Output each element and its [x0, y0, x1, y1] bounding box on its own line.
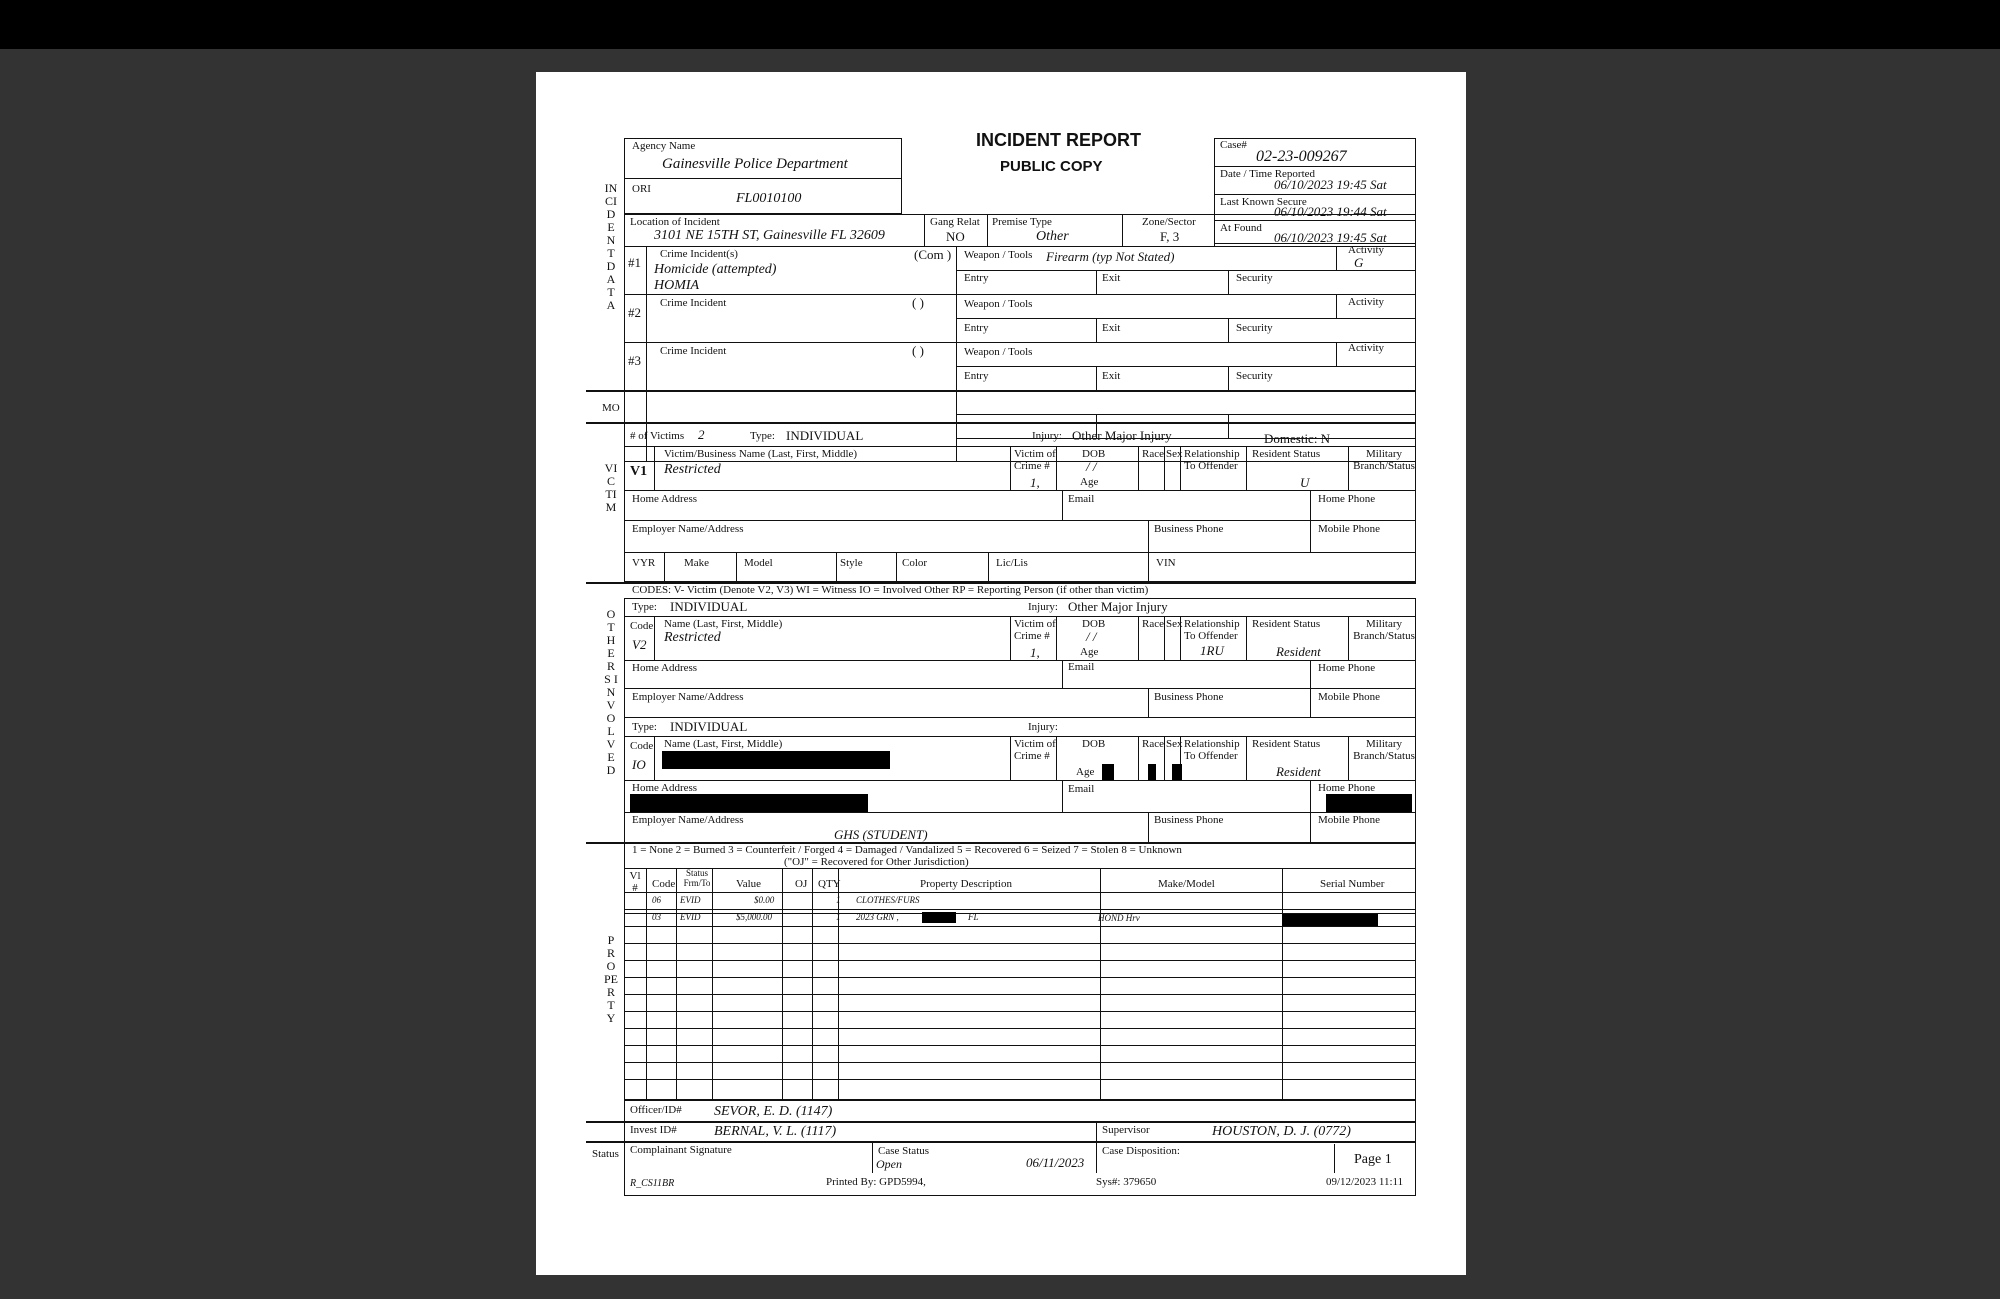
property-oj-legend: ("OJ" = Recovered for Other Jurisdiction)	[784, 856, 969, 868]
other-2-business-phone-label: Business Phone	[1154, 814, 1224, 826]
system-number: Sys#: 379650	[1096, 1176, 1157, 1188]
property-row-2-make: HOND Hrv	[1098, 913, 1140, 923]
other-2-home-label: Home Address	[632, 782, 698, 794]
location-value: 3101 NE 15TH ST, Gainesville FL 32609	[654, 228, 885, 243]
crime-2-paren: ( )	[912, 295, 924, 310]
other-1-type: INDIVIDUAL	[670, 599, 748, 614]
property-grid-row	[624, 1062, 1416, 1063]
vehicle-model-label: Model	[744, 557, 773, 569]
activity-1-value: G	[1354, 255, 1364, 270]
viewer-top-bar	[0, 0, 2000, 49]
other-1-age-label: Age	[1080, 646, 1099, 658]
victim-count: 2	[698, 427, 705, 442]
page-number: Page 1	[1354, 1152, 1392, 1167]
weapon-1-value: Firearm (typ Not Stated)	[1046, 249, 1175, 264]
case-status-label: Case Status	[878, 1145, 930, 1157]
victim-home-label: Home Address	[632, 493, 698, 505]
redacted-home-address	[630, 794, 868, 812]
other-2-mobile-label: Mobile Phone	[1318, 814, 1381, 826]
col-code-header: Code	[652, 878, 676, 890]
other-2-age-label: Age	[1076, 766, 1095, 778]
redacted-sex	[1172, 764, 1182, 780]
secure-label: Last Known Secure	[1220, 196, 1307, 208]
other-1-injury: Other Major Injury	[1068, 599, 1168, 614]
agency-name-label: Agency Name	[632, 140, 696, 152]
other-1-name-label: Name (Last, First, Middle)	[664, 618, 783, 630]
victim-resident-label: Resident Status	[1252, 448, 1321, 460]
found-value: 06/10/2023 19:45 Sat	[1274, 230, 1387, 245]
crime-1-com: (Com )	[914, 247, 952, 262]
case-number: 02-23-009267	[1256, 148, 1347, 165]
victim-business-phone-label: Business Phone	[1154, 523, 1224, 535]
col-oj-header: OJ	[795, 878, 808, 890]
exit-3-label: Exit	[1102, 370, 1121, 382]
exit-2-label: Exit	[1102, 322, 1121, 334]
col-make-header: Make/Model	[1158, 878, 1215, 890]
vehicle-make-label: Make	[684, 557, 710, 569]
other-2-email-label: Email	[1068, 783, 1095, 795]
weapon-2-label: Weapon / Tools	[964, 298, 1033, 310]
officer-label: Officer/ID#	[630, 1104, 682, 1116]
report-subtitle: PUBLIC COPY	[1000, 158, 1103, 175]
other-2-dob-label: DOB	[1082, 738, 1106, 750]
crime-3-label: Crime Incident	[660, 345, 727, 357]
property-grid-row	[624, 994, 1416, 995]
property-grid-row	[624, 1045, 1416, 1046]
property-row-2-qty: 1	[836, 912, 841, 922]
property-grid-row	[624, 960, 1416, 961]
activity-2-label: Activity	[1348, 296, 1385, 308]
other-1-employer-label: Employer Name/Address	[632, 691, 744, 703]
victim-email-label: Email	[1068, 493, 1095, 505]
security-2-label: Security	[1236, 322, 1273, 334]
redacted-serial	[1282, 914, 1378, 926]
property-grid-row	[624, 892, 1416, 893]
ori-label: ORI	[632, 183, 651, 195]
victim-dob: / /	[1086, 459, 1097, 474]
others-involved-side-label: OTHERS INVOLVED	[604, 607, 618, 777]
entry-3-label: Entry	[964, 370, 989, 382]
property-table	[624, 868, 1416, 1100]
entry-2-label: Entry	[964, 322, 989, 334]
other-1-voc-label: Victim of Crime #	[1014, 618, 1056, 643]
property-status-legend: 1 = None 2 = Burned 3 = Counterfeit / Forged 4 = Damaged / Vandalized 5 = Recovered 6 = Seized 7 = Stolen 8 = Unknown	[632, 844, 1182, 856]
other-1-code: V2	[632, 637, 647, 652]
property-grid-column	[646, 868, 647, 1100]
crime-3-paren: ( )	[912, 343, 924, 358]
other-2-injury-label: Injury:	[1028, 721, 1058, 733]
property-row-2-code: 03	[652, 912, 661, 922]
other-1-home-label: Home Address	[632, 662, 698, 674]
victim-mobile-label: Mobile Phone	[1318, 523, 1381, 535]
other-1-dob: / /	[1086, 629, 1097, 644]
victim-name: Restricted	[664, 462, 721, 477]
victim-code: V1	[630, 464, 648, 479]
officer-value: SEVOR, E. D. (1147)	[714, 1104, 833, 1119]
victim-race-label: Race	[1142, 448, 1164, 460]
print-date: 09/12/2023 11:11	[1326, 1176, 1404, 1188]
activity-1-label: Activity	[1348, 244, 1385, 256]
crime-3-number: #3	[628, 353, 641, 368]
entry-1-label: Entry	[964, 272, 989, 284]
victim-home-phone-label: Home Phone	[1318, 493, 1376, 505]
col-serial-header: Serial Number	[1320, 878, 1385, 890]
property-grid-column	[782, 868, 783, 1100]
report-title: INCIDENT REPORT	[976, 130, 1142, 150]
reported-value: 06/10/2023 19:45 Sat	[1274, 177, 1387, 192]
security-1-label: Security	[1236, 272, 1273, 284]
secure-value: 06/10/2023 19:44 Sat	[1274, 204, 1387, 219]
victim-dob-label: DOB	[1082, 448, 1106, 460]
premise-label: Premise Type	[992, 216, 1052, 228]
victim-of-crime: 1,	[1030, 475, 1040, 490]
invest-value: BERNAL, V. L. (1117)	[714, 1124, 837, 1139]
other-2-employer-label: Employer Name/Address	[632, 814, 744, 826]
security-3-label: Security	[1236, 370, 1273, 382]
status-side-label: Status	[592, 1148, 619, 1160]
other-2-employer: GHS (STUDENT)	[834, 827, 928, 842]
other-1-relationship: 1RU	[1200, 643, 1224, 658]
printed-by: Printed By: GPD5994,	[826, 1176, 926, 1188]
other-1-type-label: Type:	[632, 601, 657, 613]
col-description-header: Property Description	[920, 878, 1012, 890]
victim-domestic: Domestic: N	[1264, 431, 1331, 446]
other-1-sex-label: Sex	[1166, 618, 1183, 630]
other-2-race-label: Race	[1142, 738, 1164, 750]
property-grid-column	[712, 868, 713, 1100]
victim-sex-label: Sex	[1166, 448, 1183, 460]
property-grid-row	[624, 1079, 1416, 1080]
other-1-resident-label: Resident Status	[1252, 618, 1321, 630]
form-id: R_CS11BR	[630, 1178, 675, 1189]
victim-age-label: Age	[1080, 476, 1099, 488]
vehicle-vin-label: VIN	[1156, 557, 1176, 569]
other-2-name-label: Name (Last, First, Middle)	[664, 738, 783, 750]
other-1-home-phone-label: Home Phone	[1318, 662, 1376, 674]
vehicle-style-label: Style	[840, 557, 863, 569]
redacted-home-phone	[1326, 794, 1412, 812]
property-row-1-value: $0.00	[754, 895, 775, 905]
other-2-resident-label: Resident Status	[1252, 738, 1321, 750]
victim-of-crime-label: Victim of Crime #	[1014, 448, 1056, 473]
vehicle-color-label: Color	[902, 557, 928, 569]
other-1-military-label: Military Branch/Status	[1353, 618, 1415, 643]
victim-type: INDIVIDUAL	[786, 428, 864, 443]
crime-1-number: #1	[628, 255, 641, 270]
victim-military-label: Military Branch/Status	[1353, 448, 1415, 473]
col-value-header: Value	[736, 878, 762, 890]
property-row-2-description: 2023 GRN ,	[856, 912, 899, 922]
other-1-business-phone-label: Business Phone	[1154, 691, 1224, 703]
zone-label: Zone/Sector	[1142, 216, 1196, 228]
complainant-label: Complainant Signature	[630, 1144, 732, 1156]
activity-3-label: Activity	[1348, 342, 1385, 354]
victim-injury-label: Injury:	[1032, 430, 1062, 442]
crime-2-label: Crime Incident	[660, 297, 727, 309]
other-1-email-label: Email	[1068, 661, 1095, 673]
gang-label: Gang Relat	[930, 216, 980, 228]
gang-value: NO	[946, 229, 965, 244]
crime-1-label: Crime Incident(s)	[660, 248, 738, 260]
disposition-label: Case Disposition:	[1102, 1145, 1180, 1157]
redacted-race	[1148, 764, 1156, 780]
other-1-voc: 1,	[1030, 645, 1040, 660]
premise-value: Other	[1036, 229, 1069, 244]
crime-1-description: Homicide (attempted)	[654, 262, 777, 277]
case-label: Case#	[1220, 139, 1247, 151]
property-grid-row	[624, 943, 1416, 944]
other-1-resident: Resident	[1276, 644, 1321, 659]
redacted-age	[1102, 764, 1114, 780]
other-1-relationship-label: Relationship To Offender	[1184, 618, 1240, 643]
exit-1-label: Exit	[1102, 272, 1121, 284]
other-2-code-label: Code	[630, 740, 654, 752]
supervisor-label: Supervisor	[1102, 1124, 1150, 1136]
report-page	[536, 72, 1466, 1275]
other-2-type-label: Type:	[632, 721, 657, 733]
property-side-label: PROPERTY	[604, 933, 619, 1025]
agency-name: Gainesville Police Department	[662, 156, 848, 172]
weapon-1-label: Weapon / Tools	[964, 249, 1033, 261]
property-row-2-status: EVID	[680, 912, 701, 922]
property-row-2-value: $5,000.00	[736, 912, 772, 922]
invest-label: Invest ID#	[630, 1124, 677, 1136]
other-2-relationship-label: Relationship To Offender	[1184, 738, 1240, 763]
others-codes-legend: CODES: V- Victim (Denote V2, V3) WI = Witness IO = Involved Other RP = Reporting Person (if other than victim)	[632, 584, 1149, 596]
victim-count-label: # of Victims	[630, 430, 685, 442]
col-qty-header: QTY	[818, 878, 841, 890]
property-grid-column	[812, 868, 813, 1100]
crime-1-code: HOMIA	[654, 278, 700, 293]
victim-employer-label: Employer Name/Address	[632, 523, 744, 535]
col-vl-header: Vl #	[629, 870, 641, 895]
other-2-resident: Resident	[1276, 764, 1321, 779]
property-grid-row	[624, 909, 1416, 910]
other-2-military-label: Military Branch/Status	[1353, 738, 1415, 763]
property-row-2-state: FL	[968, 912, 979, 922]
vehicle-year-label: VYR	[632, 557, 656, 569]
victim-relationship-label: Relationship To Offender	[1184, 448, 1240, 473]
property-grid-column	[1282, 868, 1283, 1100]
property-row-1-description: CLOTHES/FURS	[856, 895, 920, 905]
zone-value: F, 3	[1160, 229, 1180, 244]
property-row-1-status: EVID	[680, 895, 701, 905]
case-status-date: 06/11/2023	[1026, 1155, 1085, 1170]
vehicle-license-label: Lic/Lis	[996, 557, 1028, 569]
other-1-code-label: Code	[630, 620, 654, 632]
mo-label: MO	[602, 402, 620, 414]
property-grid-row	[624, 926, 1416, 927]
property-grid-row	[624, 977, 1416, 978]
victim-side-label: VICTIM	[604, 461, 618, 514]
redacted-name	[662, 751, 890, 769]
other-2-voc-label: Victim of Crime #	[1014, 738, 1056, 763]
other-2-sex-label: Sex	[1166, 738, 1183, 750]
reported-label: Date / Time Reported	[1220, 168, 1316, 180]
found-label: At Found	[1220, 222, 1262, 234]
victim-name-label: Victim/Business Name (Last, First, Middle)	[664, 448, 858, 460]
other-2-type: INDIVIDUAL	[670, 719, 748, 734]
other-1-race-label: Race	[1142, 618, 1164, 630]
incident-data-side-label: INCIDENT DATA	[604, 181, 618, 312]
victim-type-label: Type:	[750, 430, 775, 442]
property-row-1-code: 06	[652, 895, 661, 905]
crime-2-number: #2	[628, 305, 641, 320]
property-grid-row	[624, 1028, 1416, 1029]
ori-value: FL0010100	[736, 191, 802, 206]
redacted-plate	[922, 912, 956, 923]
other-1-injury-label: Injury:	[1028, 601, 1058, 613]
other-2-home-phone-label: Home Phone	[1318, 782, 1376, 794]
other-1-mobile-label: Mobile Phone	[1318, 691, 1381, 703]
other-2-code: IO	[632, 757, 646, 772]
property-grid-column	[1100, 868, 1101, 1100]
property-grid-column	[676, 868, 677, 1100]
other-1-name: Restricted	[664, 630, 721, 645]
location-label: Location of Incident	[630, 216, 720, 228]
property-grid-row	[624, 1011, 1416, 1012]
victim-resident: U	[1300, 475, 1310, 490]
supervisor-value: HOUSTON, D. J. (0772)	[1212, 1124, 1351, 1139]
case-status-value: Open	[876, 1157, 902, 1171]
weapon-3-label: Weapon / Tools	[964, 346, 1033, 358]
col-status-header: Status Frm/To	[683, 868, 711, 888]
other-1-dob-label: DOB	[1082, 618, 1106, 630]
victim-injury: Other Major Injury	[1072, 428, 1172, 443]
property-row-1-qty: 1	[836, 895, 841, 905]
